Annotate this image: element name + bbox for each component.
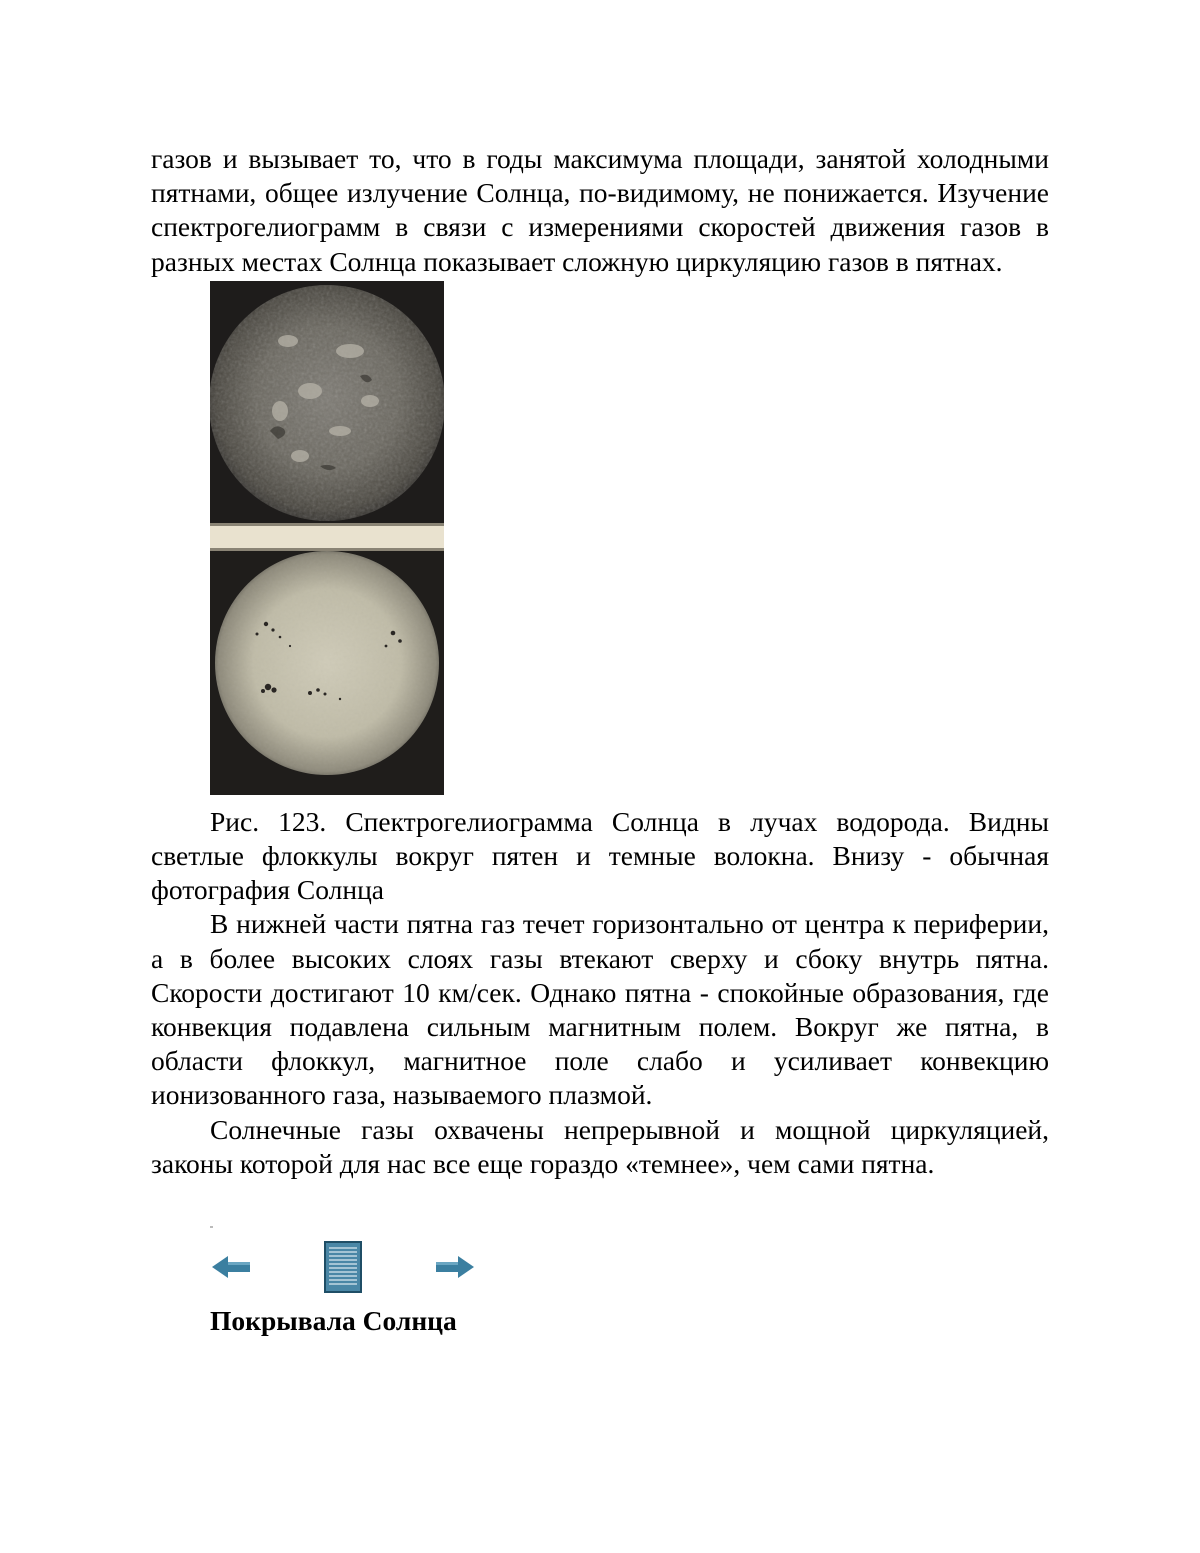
spectroheliogram-figure (210, 281, 444, 795)
body-paragraph-3: Солнечные газы охвачены непрерывной и мощной циркуляцией, законы которой для нас все еще гораздо «темнее», чем сами пятна. (151, 1113, 1049, 1179)
document-icon[interactable] (322, 1240, 364, 1294)
arrow-right-icon[interactable] (426, 1252, 476, 1282)
chapter-navigation (210, 1225, 480, 1295)
body-paragraph-2: В нижней части пятна газ течет горизонтально от центра к периферии, а в более высоких слоях газы втекают сверху и сбоку внутрь пятна. Скорости достигают 10 км/сек. Однако пятна - спокойные образования, где конвекция подавлена сильным магнитным полем. Вокруг же пятна, в области флоккул, магнитное поле слабо и усиливает конвекцию ионизованного газа, называемого плазмой. (151, 908, 1049, 1111)
arrow-left-icon[interactable] (210, 1252, 260, 1282)
body-paragraph-1: газов и вызывает то, что в годы максимума площади, занятой холодными пятнами, общее излучение Солнца, по-видимому, не понижается. Изучение спектрогелиограмм в связи с измерениями скоростей движения газов в разных местах Солнца показывает сложную циркуляцию газов в пятнах. (151, 143, 1049, 277)
sun-photographs-image (210, 281, 444, 795)
page-content (151, 142, 1049, 1181)
next-chapter-link[interactable]: Покрывала Солнца (210, 1305, 457, 1336)
figure-caption: Рис. 123. Спектрогелиограмма Солнца в лучах водорода. Видны светлые флоккулы вокруг пятен и темные волокна. Внизу - обычная фотография Солнца (151, 805, 1049, 906)
